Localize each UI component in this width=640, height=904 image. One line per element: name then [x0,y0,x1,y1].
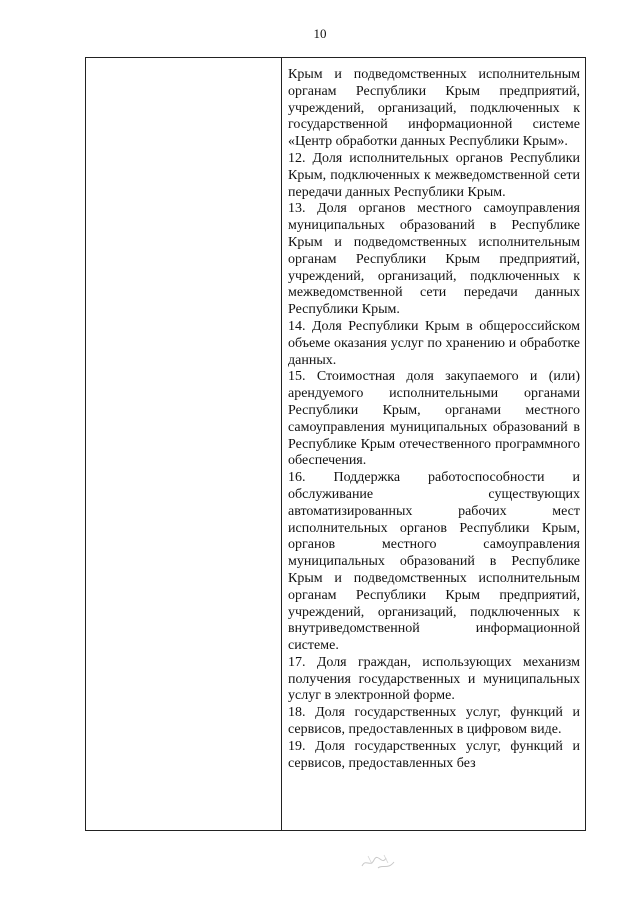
table-paragraph: 17. Доля граждан, использующих механизм получения государственных и муниципальных услуг в электронной форме. [288,654,580,704]
table-paragraph: 12. Доля исполнительных органов Республики Крым, подключенных к межведомственной сети передачи данных Республики Крым. [288,150,580,200]
table-left-cell [86,58,282,830]
table-paragraph: 13. Доля органов местного самоуправления муниципальных образований в Республике Крым и подведомственных исполнительным органам Республики Крым предприятий, учреждений, организаций, подключенных к межведомственной сети передачи данных Республики Крым. [288,201,580,318]
table-paragraph: Крым и подведомственных исполнительным органам Республики Крым предприятий, учреждений, организаций, подключенных к государственной информационной системе «Центр обработки данных Республики Крым». [288,67,580,150]
table-paragraph: 16. Поддержка работоспособности и обслуживание существующих автоматизированных рабочих мест исполнительных органов Республики Крым, органов местного самоуправления муниципальных образований в Республике Крым и подведомственных исполнительным органам Республики Крым предприятий, учреждений, организаций, подключенных к внутриведомственной информационной системе. [288,470,580,654]
indicator-table [85,57,586,831]
table-paragraph: 14. Доля Республики Крым в общероссийском объеме оказания услуг по хранению и обработке данных. [288,318,580,368]
faint-scan-mark-icon [358,852,398,872]
page-number: 10 [313,26,327,41]
table-paragraph: 15. Стоимостная доля закупаемого и (или) арендуемого исполнительными органами Республики Крым, органами местного самоуправления муниципальных образований в Республике Крым отечественного программного обеспечения. [288,369,580,469]
table-right-cell [282,58,585,830]
table-paragraph: 19. Доля государственных услуг, функций и сервисов, предоставленных без [288,738,580,771]
table-paragraph: 18. Доля государственных услуг, функций и сервисов, предоставленных в цифровом виде. [288,705,580,738]
